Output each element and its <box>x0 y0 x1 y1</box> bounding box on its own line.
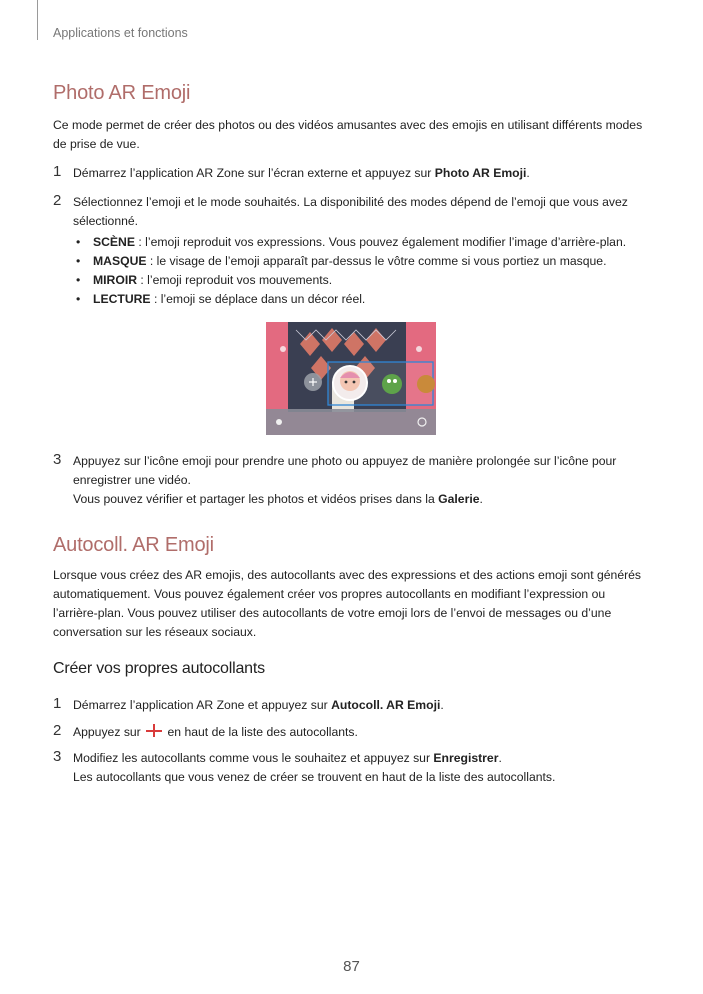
flash-icon <box>280 346 286 352</box>
bullet-term: LECTURE <box>93 292 151 306</box>
step-bold-term: Autocoll. AR Emoji <box>331 698 441 712</box>
camera-illustration <box>266 322 436 435</box>
bullet-dot: • <box>76 254 81 268</box>
step-2 <box>53 723 653 742</box>
step-text-end: en haut de la liste des autocollants. <box>164 725 358 739</box>
bullet-dot: • <box>76 292 81 306</box>
step-3 <box>53 452 653 509</box>
bullet-term: SCÈNE <box>93 235 135 249</box>
note-text: Vous pouvez vérifier et partager les photos et vidéos prises dans la <box>73 492 439 506</box>
step-text: Sélectionnez l’emoji et le mode souhaités. La disponibilité des modes dépend de l’emoji que vous avez sélectionné. <box>73 195 628 228</box>
step-1 <box>53 696 653 715</box>
section-title-autocoll-ar-emoji: Autocoll. AR Emoji <box>53 534 214 556</box>
step-number: 2 <box>53 722 62 739</box>
step-bold-term: Enregistrer <box>433 751 499 765</box>
step-note <box>73 490 653 509</box>
step-1 <box>53 164 653 183</box>
ar-emoji-camera-screenshot <box>266 322 436 435</box>
gear-icon <box>276 419 282 425</box>
step-punct: . <box>440 698 444 712</box>
bullet-term: MASQUE <box>93 254 147 268</box>
section-intro: Ce mode permet de créer des photos ou des vidéos amusantes avec des emojis en utilisant différents modes de prise de vue. <box>53 118 643 151</box>
bullet-item <box>73 252 653 271</box>
step-punct: . <box>526 166 530 180</box>
step-punct: . <box>498 751 502 765</box>
bullet-item <box>73 290 653 309</box>
page-number: 87 <box>343 958 360 975</box>
step-3 <box>53 749 653 787</box>
bullet-desc: : le visage de l’emoji apparaît par-dessus le vôtre comme si vous portiez un masque. <box>146 254 607 268</box>
step-number: 1 <box>53 163 62 180</box>
step-text: Démarrez l’application AR Zone sur l’écran externe et appuyez sur <box>73 166 435 180</box>
plus-icon <box>144 724 164 738</box>
step-text: Modifiez les autocollants comme vous le souhaitez et appuyez sur <box>73 751 434 765</box>
step-number: 3 <box>53 748 62 765</box>
animal-emoji <box>417 375 435 393</box>
bullet-desc: : l’emoji se déplace dans un décor réel. <box>150 292 366 306</box>
bullet-item <box>73 271 653 290</box>
section-header: Applications et fonctions <box>53 26 188 40</box>
step-number: 3 <box>53 451 62 468</box>
step-text: Appuyez sur <box>73 725 145 739</box>
bullet-desc: : l’emoji reproduit vos expressions. Vous pouvez également modifier l’image d’arrière-plan. <box>135 235 627 249</box>
camera-bottom-bar <box>266 409 436 435</box>
section-title-photo-ar-emoji: Photo AR Emoji <box>53 82 191 104</box>
step-text: Démarrez l’application AR Zone et appuyez sur <box>73 698 332 712</box>
step-number: 1 <box>53 695 62 712</box>
settings-icon <box>416 346 422 352</box>
dino-emoji <box>382 374 402 394</box>
bullet-item <box>73 233 653 252</box>
note-bold-term: Galerie <box>438 492 480 506</box>
bullet-desc: : l’emoji reproduit vos mouvements. <box>137 273 333 287</box>
step-text: Appuyez sur l’icône emoji pour prendre une photo ou appuyez de manière prolongée sur l’icône pour enregistrer une vidéo. <box>73 454 617 487</box>
step-note: Les autocollants que vous venez de créer se trouvent en haut de la liste des autocollants. <box>73 770 556 784</box>
step-2 <box>53 193 653 231</box>
subsection-title: Créer vos propres autocollants <box>53 660 265 677</box>
bullet-term: MIROIR <box>93 273 138 287</box>
section-intro: Lorsque vous créez des AR emojis, des autocollants avec des expressions et des actions emoji sont générés automatiquement. Vous pouvez également créer vos propres autocollants en modifiant l’expression ou l’arrière-plan. Vous pouvez utiliser des autocollants de votre emoji lors de l’envoi de messages ou d’une conversation sur les réseaux sociaux. <box>53 568 642 639</box>
bullet-dot: • <box>76 273 81 287</box>
step-bold-term: Photo AR Emoji <box>434 166 527 180</box>
bullet-dot: • <box>76 235 81 249</box>
step-number: 2 <box>53 192 62 209</box>
header-rule <box>37 0 38 40</box>
note-punct: . <box>479 492 483 506</box>
